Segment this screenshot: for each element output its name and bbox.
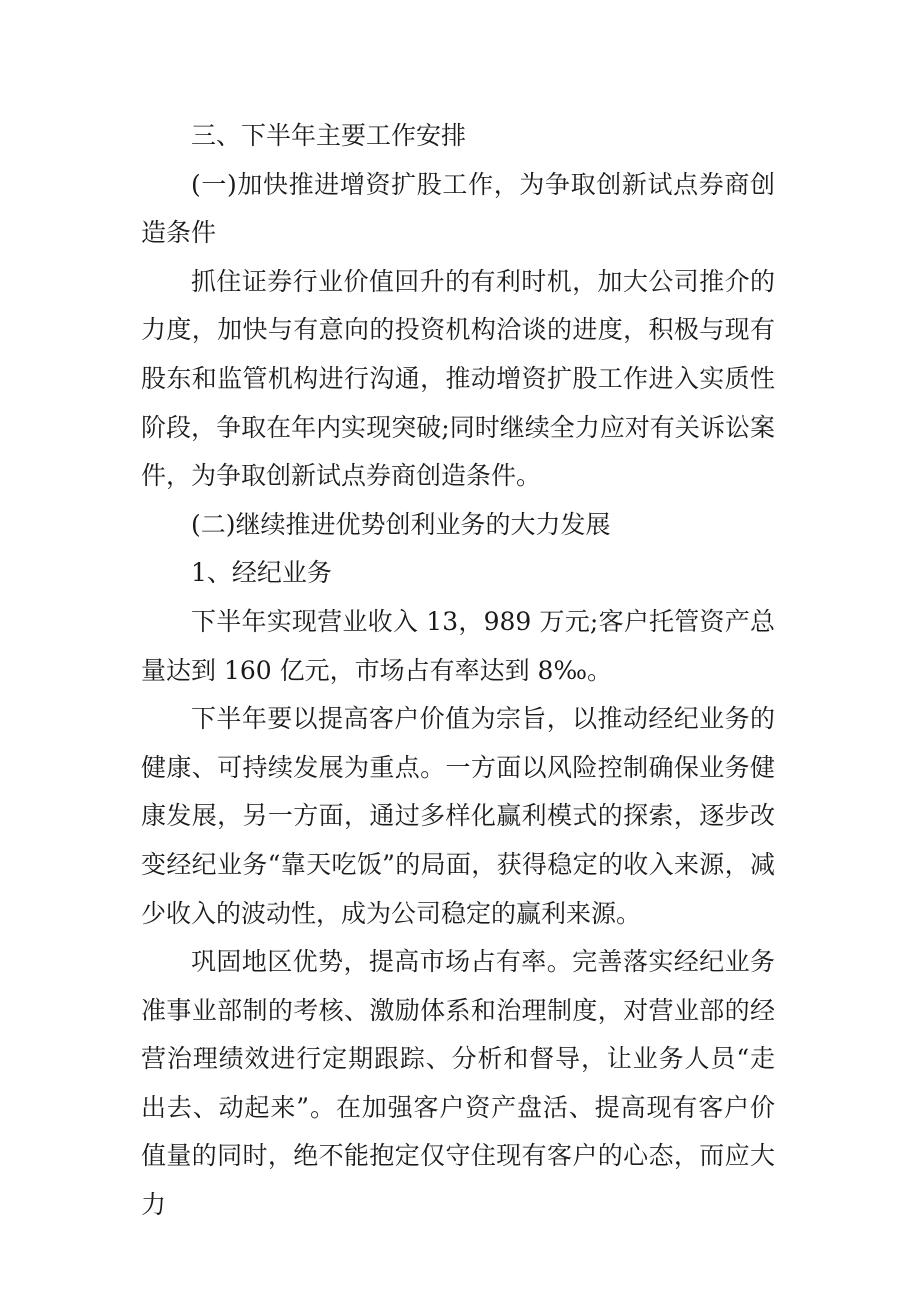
subsection-heading-1: (一)加快推进增资扩股工作，为争取创新试点券商创造条件 (141, 169, 775, 248)
body-paragraph-market-share: 巩固地区优势，提高市场占有率。完善落实经纪业务准事业部制的考核、激励体系和治理制度，对营业部的经营治理绩效进行定期跟踪、分析和督导，让业务人员“走出去、动起来”。在加强客户资产盘活、提高现有客户价值量的同时，绝不能抱定仅守住现有客户的心态，而应大力 (141, 947, 775, 1220)
body-paragraph-targets: 下半年实现营业收入 13，989 万元;客户托管资产总量达到 160 亿元，市场占有率达到 8‰。 (141, 606, 775, 685)
section-heading: 三、下半年主要工作安排 (191, 121, 467, 150)
body-paragraph-capital: 抓住证券行业价值回升的有利时机，加大公司推介的力度，加快与有意向的投资机构洽谈的进度，积极与现有股东和监管机构进行沟通，推动增资扩股工作进入实质性阶段，争取在年内实现突破;同时继续全力应对有关诉讼案件，为争取创新试点券商创造条件。 (141, 266, 775, 491)
item-heading-brokerage: 1、经纪业务 (191, 558, 332, 588)
body-paragraph-customer-value: 下半年要以提高客户价值为宗旨，以推动经纪业务的健康、可持续发展为重点。一方面以风险控制确保业务健康发展，另一方面，通过多样化赢利模式的探索，逐步改变经纪业务“靠天吃饭”的局面，获得稳定的收入来源，减少收入的波动性，成为公司稳定的赢利来源。 (141, 704, 775, 928)
document-body (141, 112, 775, 1230)
subsection-heading-2: (二)继续推进优势创利业务的大力发展 (191, 509, 611, 539)
